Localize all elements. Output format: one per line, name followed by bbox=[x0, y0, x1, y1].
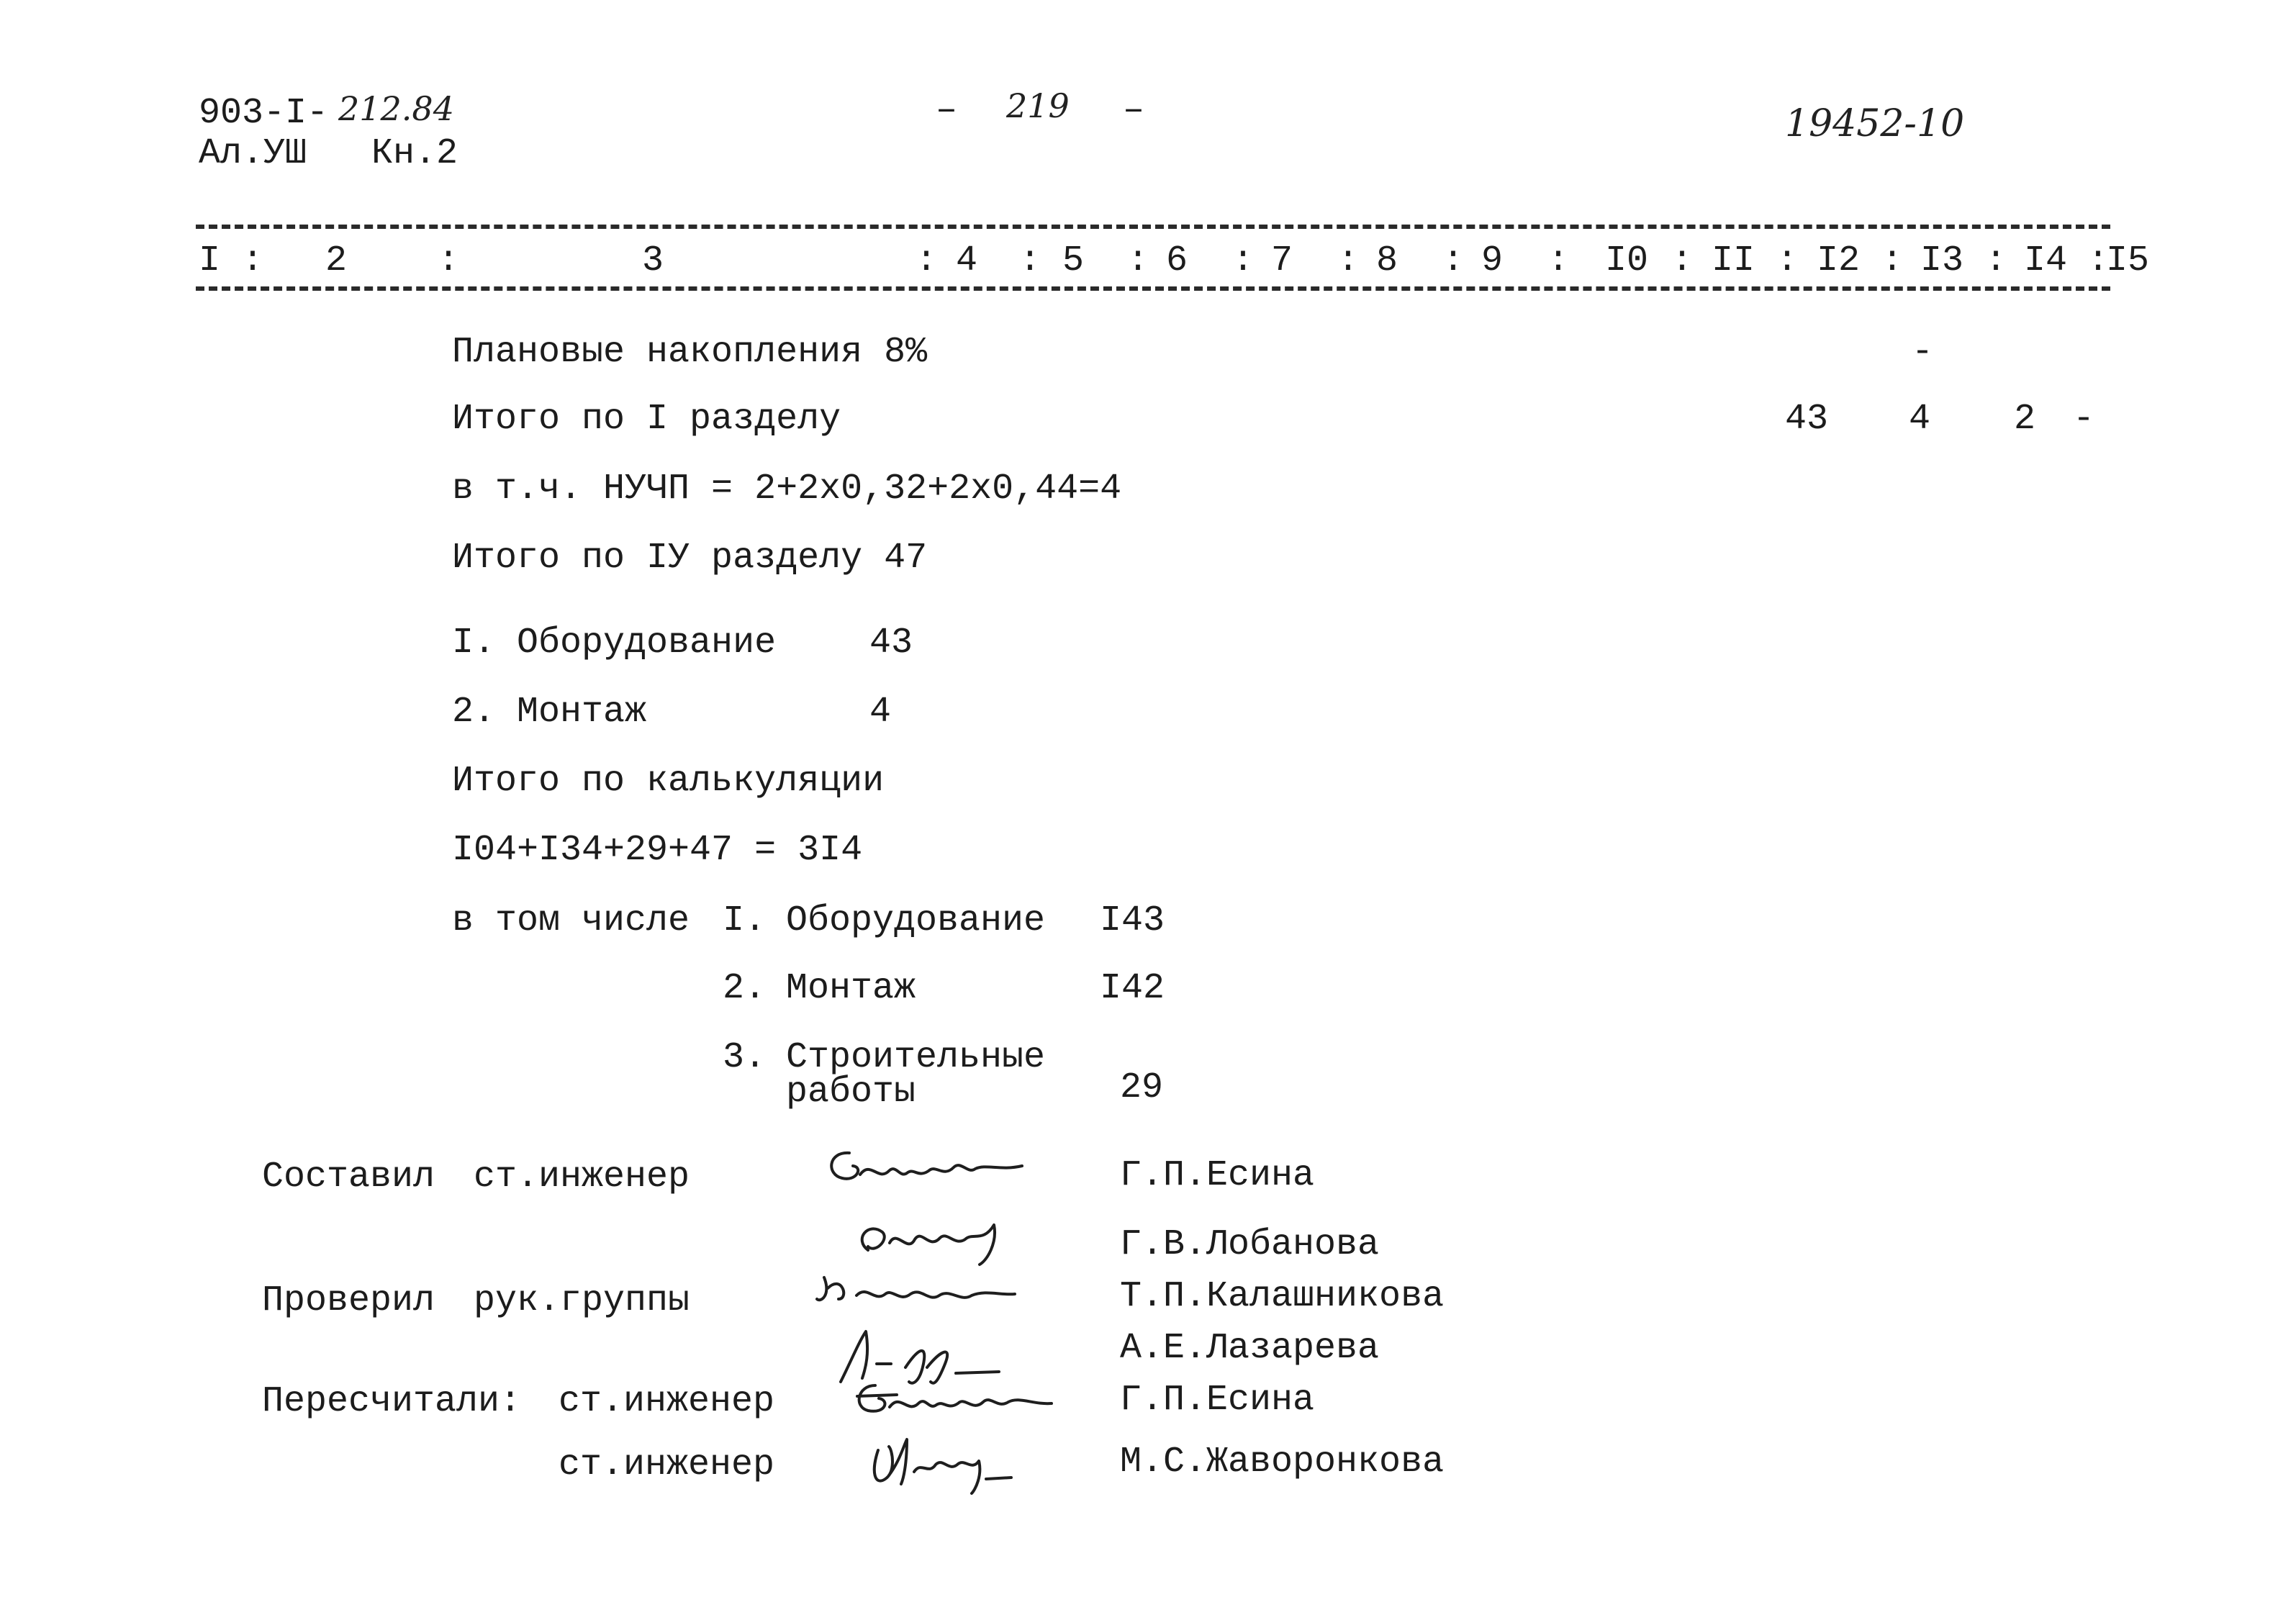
signature-esina-2 bbox=[846, 1375, 1055, 1425]
header-rule-top bbox=[196, 225, 2110, 229]
column-separator: : bbox=[1442, 240, 1465, 281]
total-calc-formula: I04+I34+29+47 = 3I4 bbox=[452, 830, 863, 871]
page-number-dash-right: – bbox=[1123, 90, 1145, 131]
column-separator: : bbox=[916, 240, 938, 281]
total-section1-col14: 2 bbox=[2014, 399, 2036, 440]
column-separator: : bbox=[1127, 240, 1149, 281]
planned-savings-line: Плановые накопления 8% bbox=[452, 332, 928, 373]
column-separator: : bbox=[2087, 240, 2110, 281]
column-number: I0 bbox=[1605, 240, 1649, 281]
incl-item-value: 29 bbox=[1120, 1067, 1164, 1108]
column-separator: : bbox=[1985, 240, 2007, 281]
signer-name: Т.П.Калашникова bbox=[1120, 1276, 1445, 1317]
equipment-item-label: I. Оборудование bbox=[452, 623, 777, 664]
column-separator: : bbox=[1776, 240, 1799, 281]
column-number: I5 bbox=[2106, 240, 2150, 281]
composed-role: ст.инженер bbox=[474, 1157, 690, 1198]
album-book-line: Ал.УШ Кн.2 bbox=[199, 133, 458, 174]
document-number: 19452-10 bbox=[1785, 102, 1965, 145]
incl-item-value: I43 bbox=[1100, 900, 1165, 941]
incl-item-number: 2. bbox=[723, 968, 767, 1009]
recalc-label: Пересчитали: bbox=[262, 1381, 522, 1422]
signer-name: М.С.Жаворонкова bbox=[1120, 1442, 1445, 1483]
incl-item-label: Строительные bbox=[786, 1037, 1046, 1078]
column-number: II bbox=[1712, 240, 1755, 281]
total-section4-line: Итого по IУ разделу 47 bbox=[452, 538, 928, 579]
total-calc-label: Итого по калькуляции bbox=[452, 761, 885, 802]
signer-name: Г.П.Есина bbox=[1120, 1155, 1315, 1196]
column-separator: : bbox=[1671, 240, 1694, 281]
column-separator: : bbox=[1881, 240, 1904, 281]
signer-name: А.Е.Лазарева bbox=[1120, 1328, 1380, 1369]
total-section1-col12: 43 bbox=[1785, 399, 1829, 440]
column-number: 9 bbox=[1481, 240, 1504, 281]
signer-name: Г.В.Лобанова bbox=[1120, 1224, 1380, 1265]
recalc-role-1: ст.инженер bbox=[559, 1381, 775, 1422]
column-number: 4 bbox=[956, 240, 978, 281]
equipment-item-value: 43 bbox=[869, 623, 913, 664]
column-number: 3 bbox=[642, 240, 664, 281]
installation-item-value: 4 bbox=[869, 692, 892, 733]
incl-item-value: I42 bbox=[1100, 968, 1165, 1009]
total-section1-col15: - bbox=[2073, 399, 2095, 440]
checked-label: Проверил bbox=[262, 1280, 435, 1321]
column-number: I2 bbox=[1817, 240, 1861, 281]
signer-name: Г.П.Есина bbox=[1120, 1380, 1315, 1421]
composed-label: Составил bbox=[262, 1157, 435, 1198]
column-number: 5 bbox=[1062, 240, 1085, 281]
page-number: 219 bbox=[1006, 86, 1070, 125]
recalc-role-2: ст.инженер bbox=[559, 1444, 775, 1485]
header-rule-bottom bbox=[196, 286, 2110, 291]
column-separator: : bbox=[1547, 240, 1570, 281]
column-separator: : bbox=[438, 240, 460, 281]
incl-item-number: I. bbox=[723, 900, 767, 941]
column-number: 6 bbox=[1166, 240, 1188, 281]
total-section1-col13: 4 bbox=[1909, 399, 1931, 440]
column-number: 2 bbox=[325, 240, 348, 281]
project-code-handwritten: 212.84 bbox=[338, 89, 454, 128]
planned-savings-value: - bbox=[1912, 332, 1934, 373]
incl-item-number: 3. bbox=[723, 1037, 767, 1078]
column-separator: : bbox=[1337, 240, 1360, 281]
column-number: I4 bbox=[2024, 240, 2068, 281]
total-section1-label: Итого по I разделу bbox=[452, 399, 841, 440]
signature-zhavoronkova bbox=[864, 1432, 1022, 1497]
project-code: 903-I- bbox=[199, 93, 329, 134]
column-number: 7 bbox=[1271, 240, 1293, 281]
signature-esina-1 bbox=[821, 1139, 1036, 1196]
column-number: I bbox=[199, 240, 221, 281]
page-number-dash-left: – bbox=[936, 90, 958, 131]
signature-lobanova bbox=[846, 1211, 1019, 1268]
nuchp-line: в т.ч. НУЧП = 2+2х0,32+2х0,44=4 bbox=[452, 469, 1122, 510]
including-label: в том числе bbox=[452, 900, 690, 941]
column-number: I3 bbox=[1920, 240, 1964, 281]
column-separator: : bbox=[242, 240, 264, 281]
column-number: 8 bbox=[1376, 240, 1398, 281]
incl-item-label: Монтаж bbox=[786, 968, 916, 1009]
column-separator: : bbox=[1019, 240, 1041, 281]
signature-kalashnikova bbox=[806, 1267, 1022, 1317]
incl-item-label-cont: работы bbox=[786, 1072, 916, 1113]
checked-role: рук.группы bbox=[474, 1280, 690, 1321]
incl-item-label: Оборудование bbox=[786, 900, 1046, 941]
column-separator: : bbox=[1232, 240, 1255, 281]
installation-item-label: 2. Монтаж bbox=[452, 692, 647, 733]
